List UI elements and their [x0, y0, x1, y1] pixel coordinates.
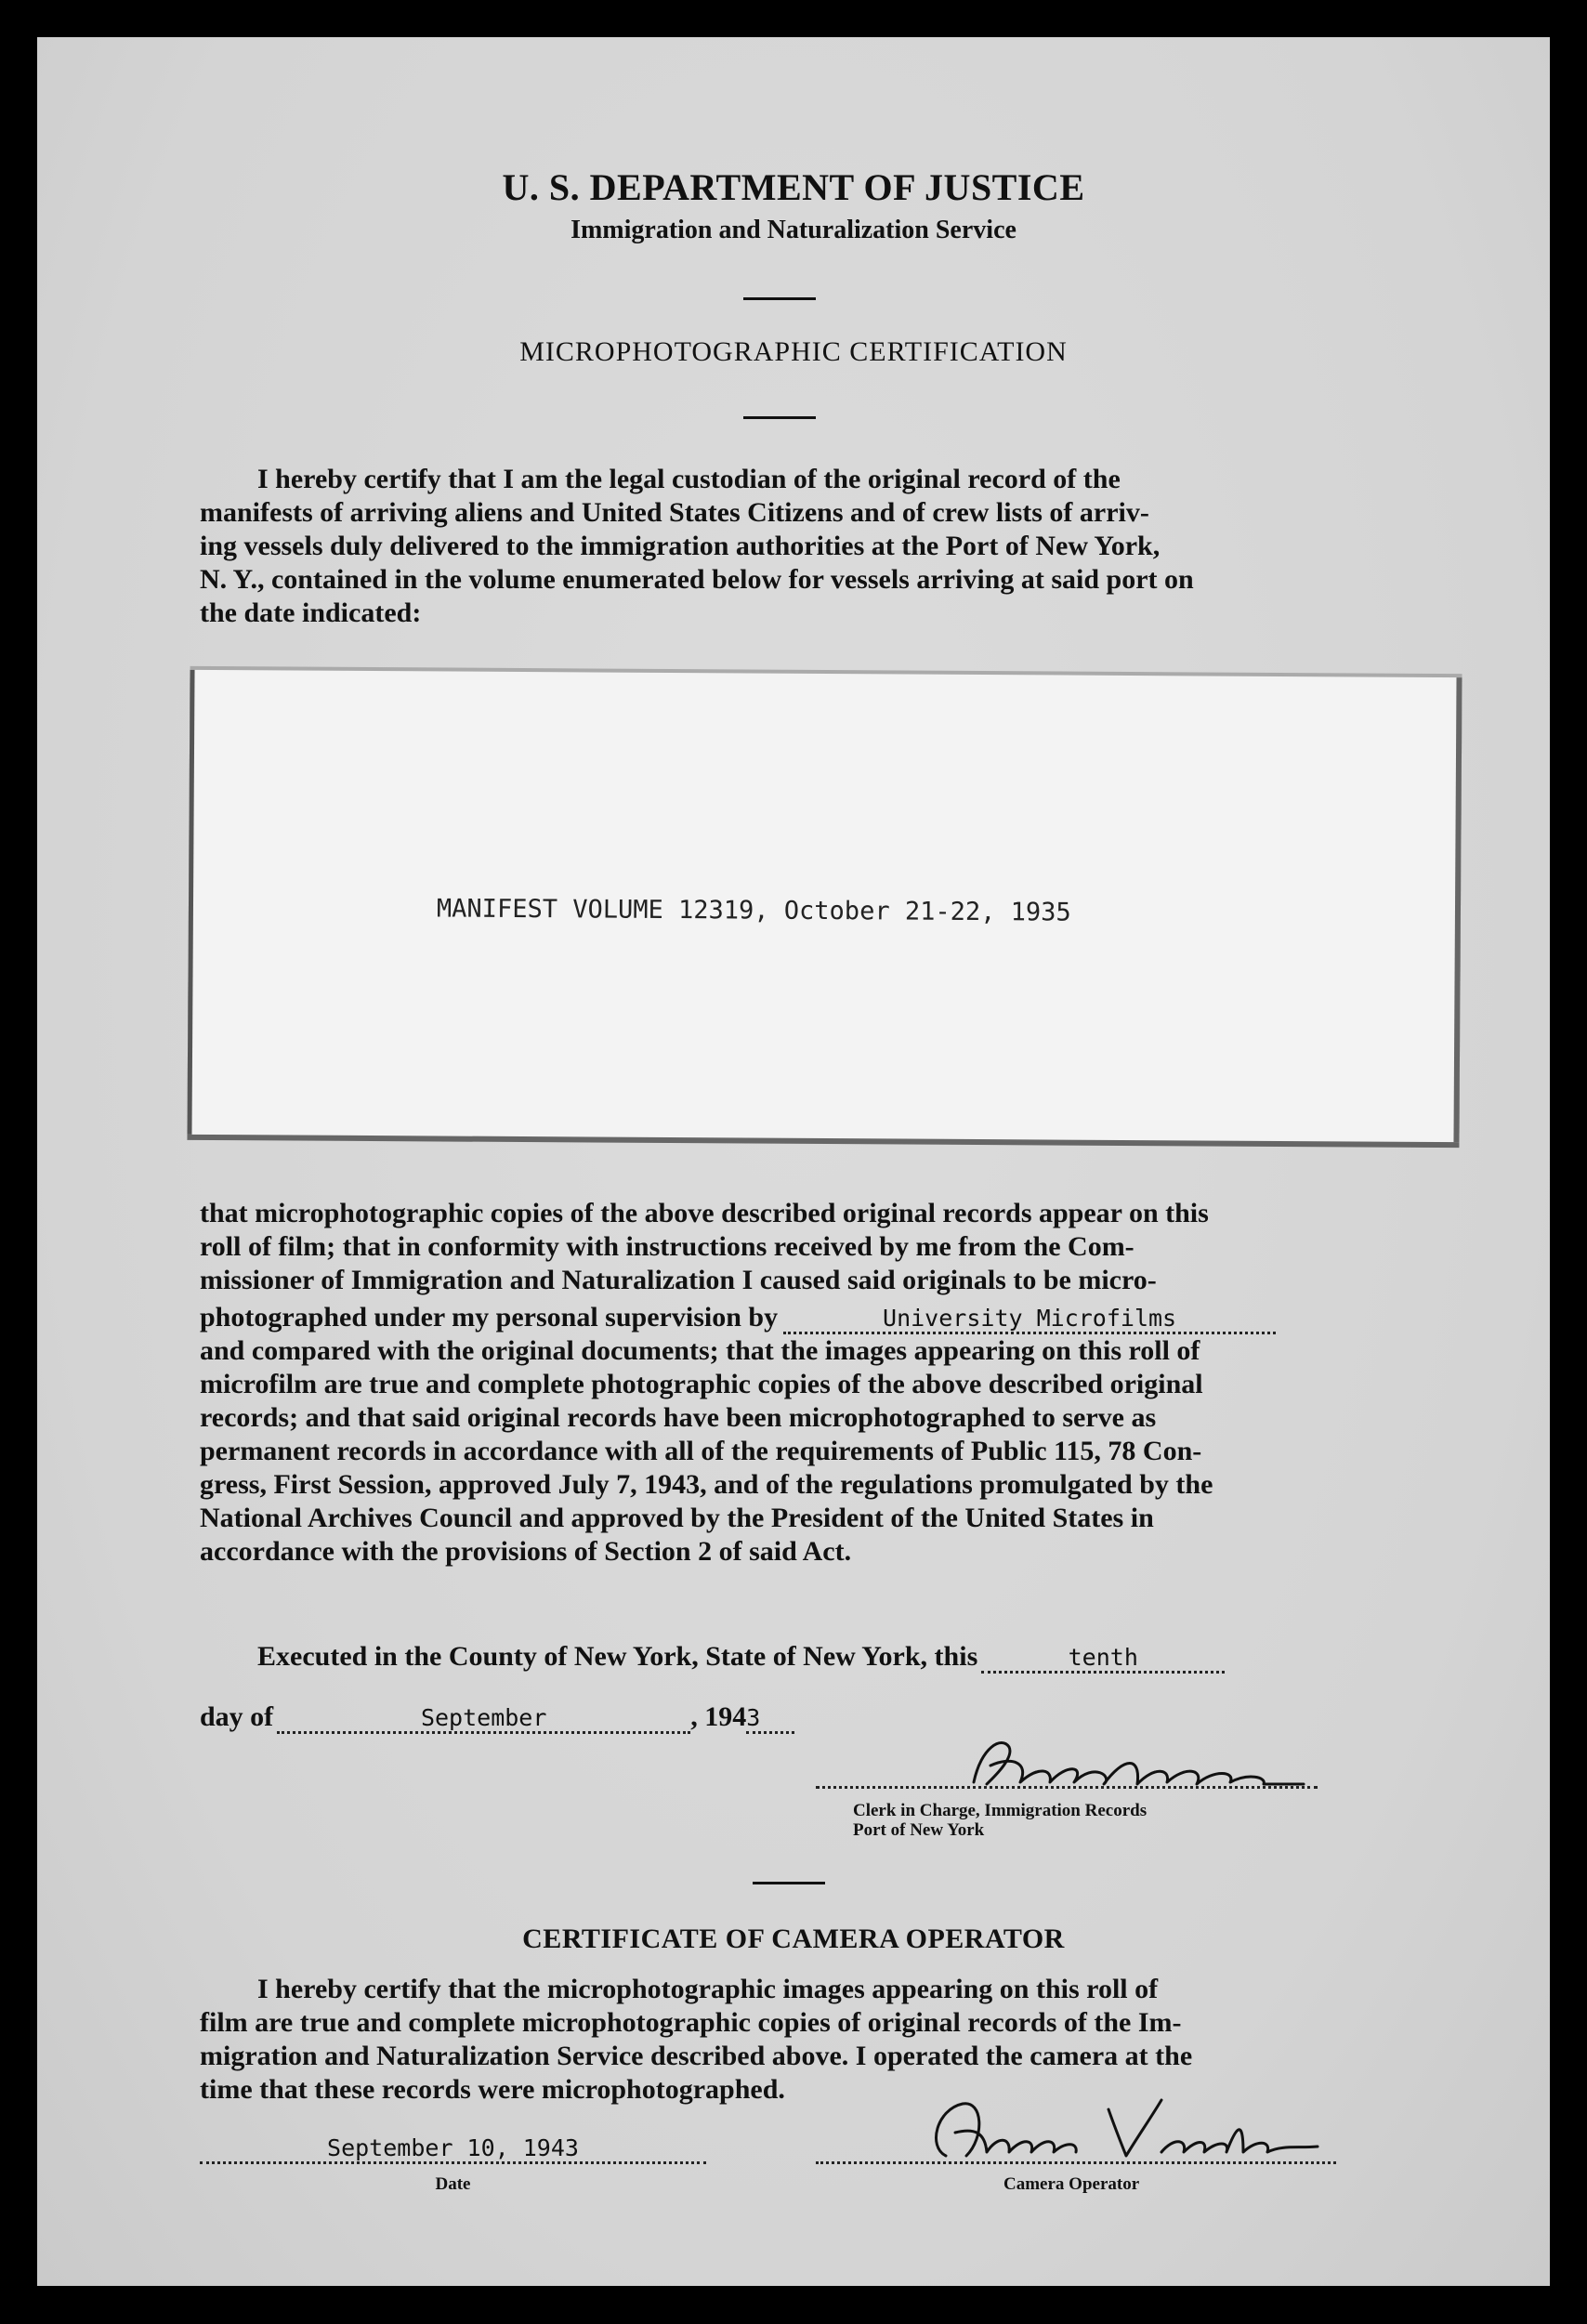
camera-line: migration and Naturalization Service described above. I operated the camera at the: [200, 2041, 1193, 2071]
intro-line: ing vessels duly delivered to the immigration authorities at the Port of New York,: [200, 531, 1161, 561]
body-line: records; and that said original records have been microphotographed to serve as: [200, 1402, 1157, 1433]
camera-line: I hereby certify that the microphotographic images appearing on this roll of: [257, 1974, 1159, 2004]
certification-title: MICROPHOTOGRAPHIC CERTIFICATION: [519, 336, 1068, 367]
operator-signature-area: [816, 2091, 1336, 2165]
year-digit-value: 3: [746, 1705, 794, 1734]
intro-paragraph: [200, 463, 1424, 630]
clerk-title: [853, 1801, 1147, 1840]
body-line: and compared with the original documents; that the images appearing on this roll of: [200, 1335, 1200, 1366]
photographer-value: University Microfilms: [783, 1306, 1276, 1334]
camera-line: film are true and complete microphotographic copies of original records of the Im-: [200, 2007, 1182, 2038]
service-subheading: Immigration and Naturalization Service: [571, 216, 1016, 244]
month-value: September: [277, 1705, 690, 1734]
body-line: roll of film; that in conformity with instructions received by me from the Com-: [200, 1231, 1135, 1262]
camera-paragraph: [200, 1973, 1424, 2107]
manifest-volume-text: MANIFEST VOLUME 12319, October 21-22, 1935: [436, 894, 1071, 927]
camera-operator-label: Camera Operator: [1003, 2174, 1140, 2194]
manifest-card: [187, 670, 1462, 1142]
body-line: gress, First Session, approved July 7, 1943, and of the regulations promulgated by the: [200, 1469, 1213, 1500]
year-prefix: , 194: [690, 1701, 747, 1732]
divider-rule: [743, 416, 816, 419]
operator-signature-image: [918, 2091, 1327, 2169]
department-heading: U. S. DEPARTMENT OF JUSTICE: [502, 166, 1085, 208]
document-sheet: [37, 37, 1550, 2286]
camera-line: time that these records were microphotographed.: [200, 2074, 785, 2105]
clerk-title-line: Port of New York: [853, 1820, 985, 1840]
executed-day-value: tenth: [981, 1645, 1225, 1674]
photographer-prefix: photographed under my personal supervision by: [200, 1302, 779, 1333]
executed-prefix: Executed in the County of New York, State of New York, this: [257, 1641, 978, 1672]
divider-rule: [753, 1882, 825, 1884]
intro-line: manifests of arriving aliens and United States Citizens and of crew lists of arriv-: [200, 497, 1149, 528]
executed-line: [200, 1640, 1424, 1674]
body-paragraph: [200, 1197, 1424, 1569]
body-line: microfilm are true and complete photographic copies of the above described original: [200, 1369, 1203, 1399]
clerk-title-line: Clerk in Charge, Immigration Records: [853, 1801, 1148, 1820]
body-line: permanent records in accordance with all of the requirements of Public 115, 78 Con-: [200, 1436, 1202, 1466]
date-value: September 10, 1943: [200, 2135, 706, 2164]
day-of-label: day of: [200, 1701, 274, 1732]
body-line: missioner of Immigration and Naturalization I caused said originals to be micro-: [200, 1265, 1157, 1295]
camera-operator-title: CERTIFICATE OF CAMERA OPERATOR: [522, 1924, 1065, 1954]
intro-line: N. Y., contained in the volume enumerated below for vessels arriving at said port on: [200, 564, 1194, 595]
intro-line: I hereby certify that I am the legal custodian of the original record of the: [257, 464, 1121, 494]
clerk-signature-area: [816, 1728, 1318, 1803]
body-line: accordance with the provisions of Section 2 of said Act.: [200, 1536, 852, 1567]
body-line: that microphotographic copies of the above described original records appear on this: [200, 1198, 1209, 1228]
body-line-photographer: [200, 1301, 1424, 1334]
body-line: National Archives Council and approved by the President of the United States in: [200, 1503, 1154, 1533]
clerk-signature-image: [964, 1728, 1308, 1801]
date-field: [200, 2135, 706, 2164]
divider-rule: [743, 297, 816, 300]
date-label: Date: [435, 2174, 471, 2194]
intro-line: the date indicated:: [200, 597, 422, 628]
